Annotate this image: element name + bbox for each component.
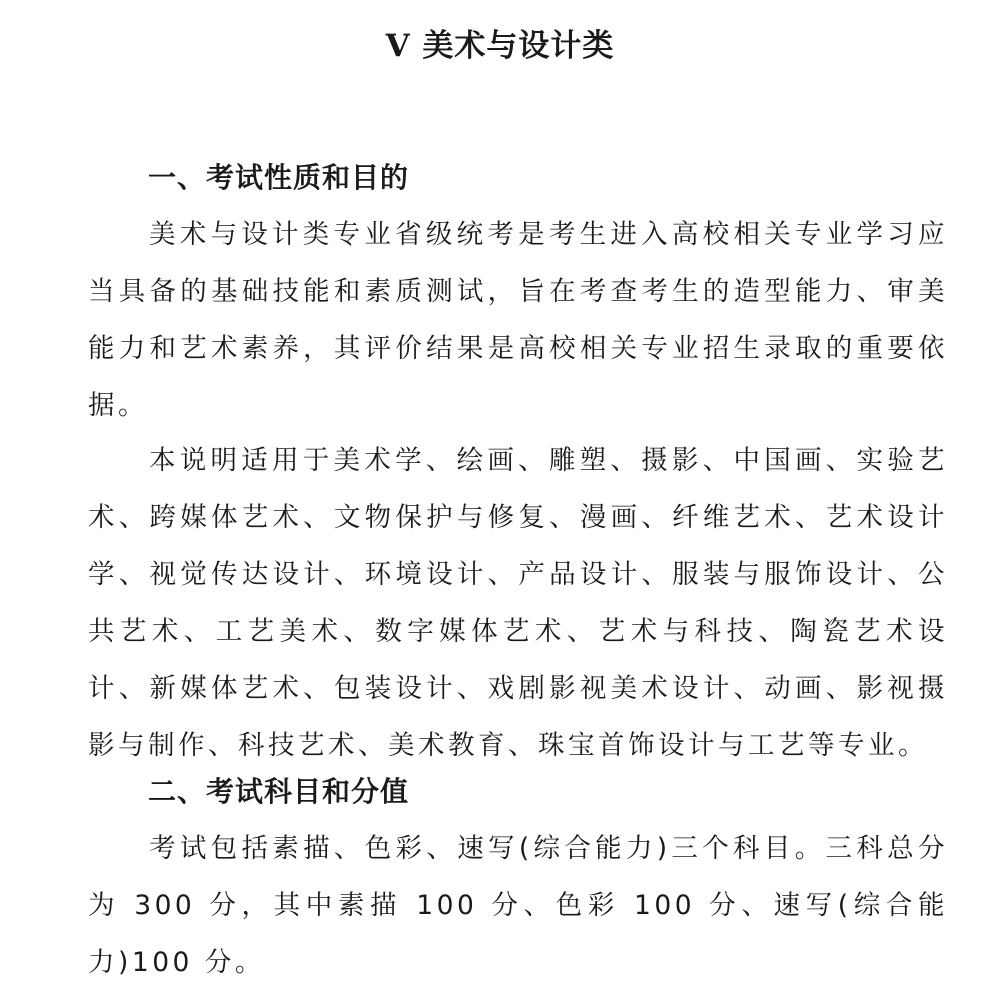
paragraph-exam-purpose: 美术与设计类专业省级统考是考生进入高校相关专业学习应当具备的基础技能和素质测试，旨在考查考生的造型能力、审美能力和艺术素养，其评价结果是高校相关专业招生录取的重要依据。 <box>88 219 948 421</box>
section-heading-subjects-scores: 二、考试科目和分值 <box>148 775 410 808</box>
paragraph-subjects-scores: 考试包括素描、色彩、速写(综合能力)三个科目。三科总分为 300 分，其中素描 100 分、色彩 100 分、速写(综合能力)100 分。 <box>88 833 948 978</box>
section-heading-exam-nature: 一、考试性质和目的 <box>148 161 410 194</box>
paragraph-applicable-majors: 本说明适用于美术学、绘画、雕塑、摄影、中国画、实验艺术、跨媒体艺术、文物保护与修复、漫画、纤维艺术、艺术设计学、视觉传达设计、环境设计、产品设计、服装与服饰设计、公共艺术、工艺美术、数字媒体艺术、艺术与科技、陶瓷艺术设计、新媒体艺术、包装设计、戏剧影视美术设计、动画、影视摄影与制作、科技艺术、美术教育、珠宝首饰设计与工艺等专业。 <box>88 445 948 761</box>
document-title: V 美术与设计类 <box>385 28 615 64</box>
